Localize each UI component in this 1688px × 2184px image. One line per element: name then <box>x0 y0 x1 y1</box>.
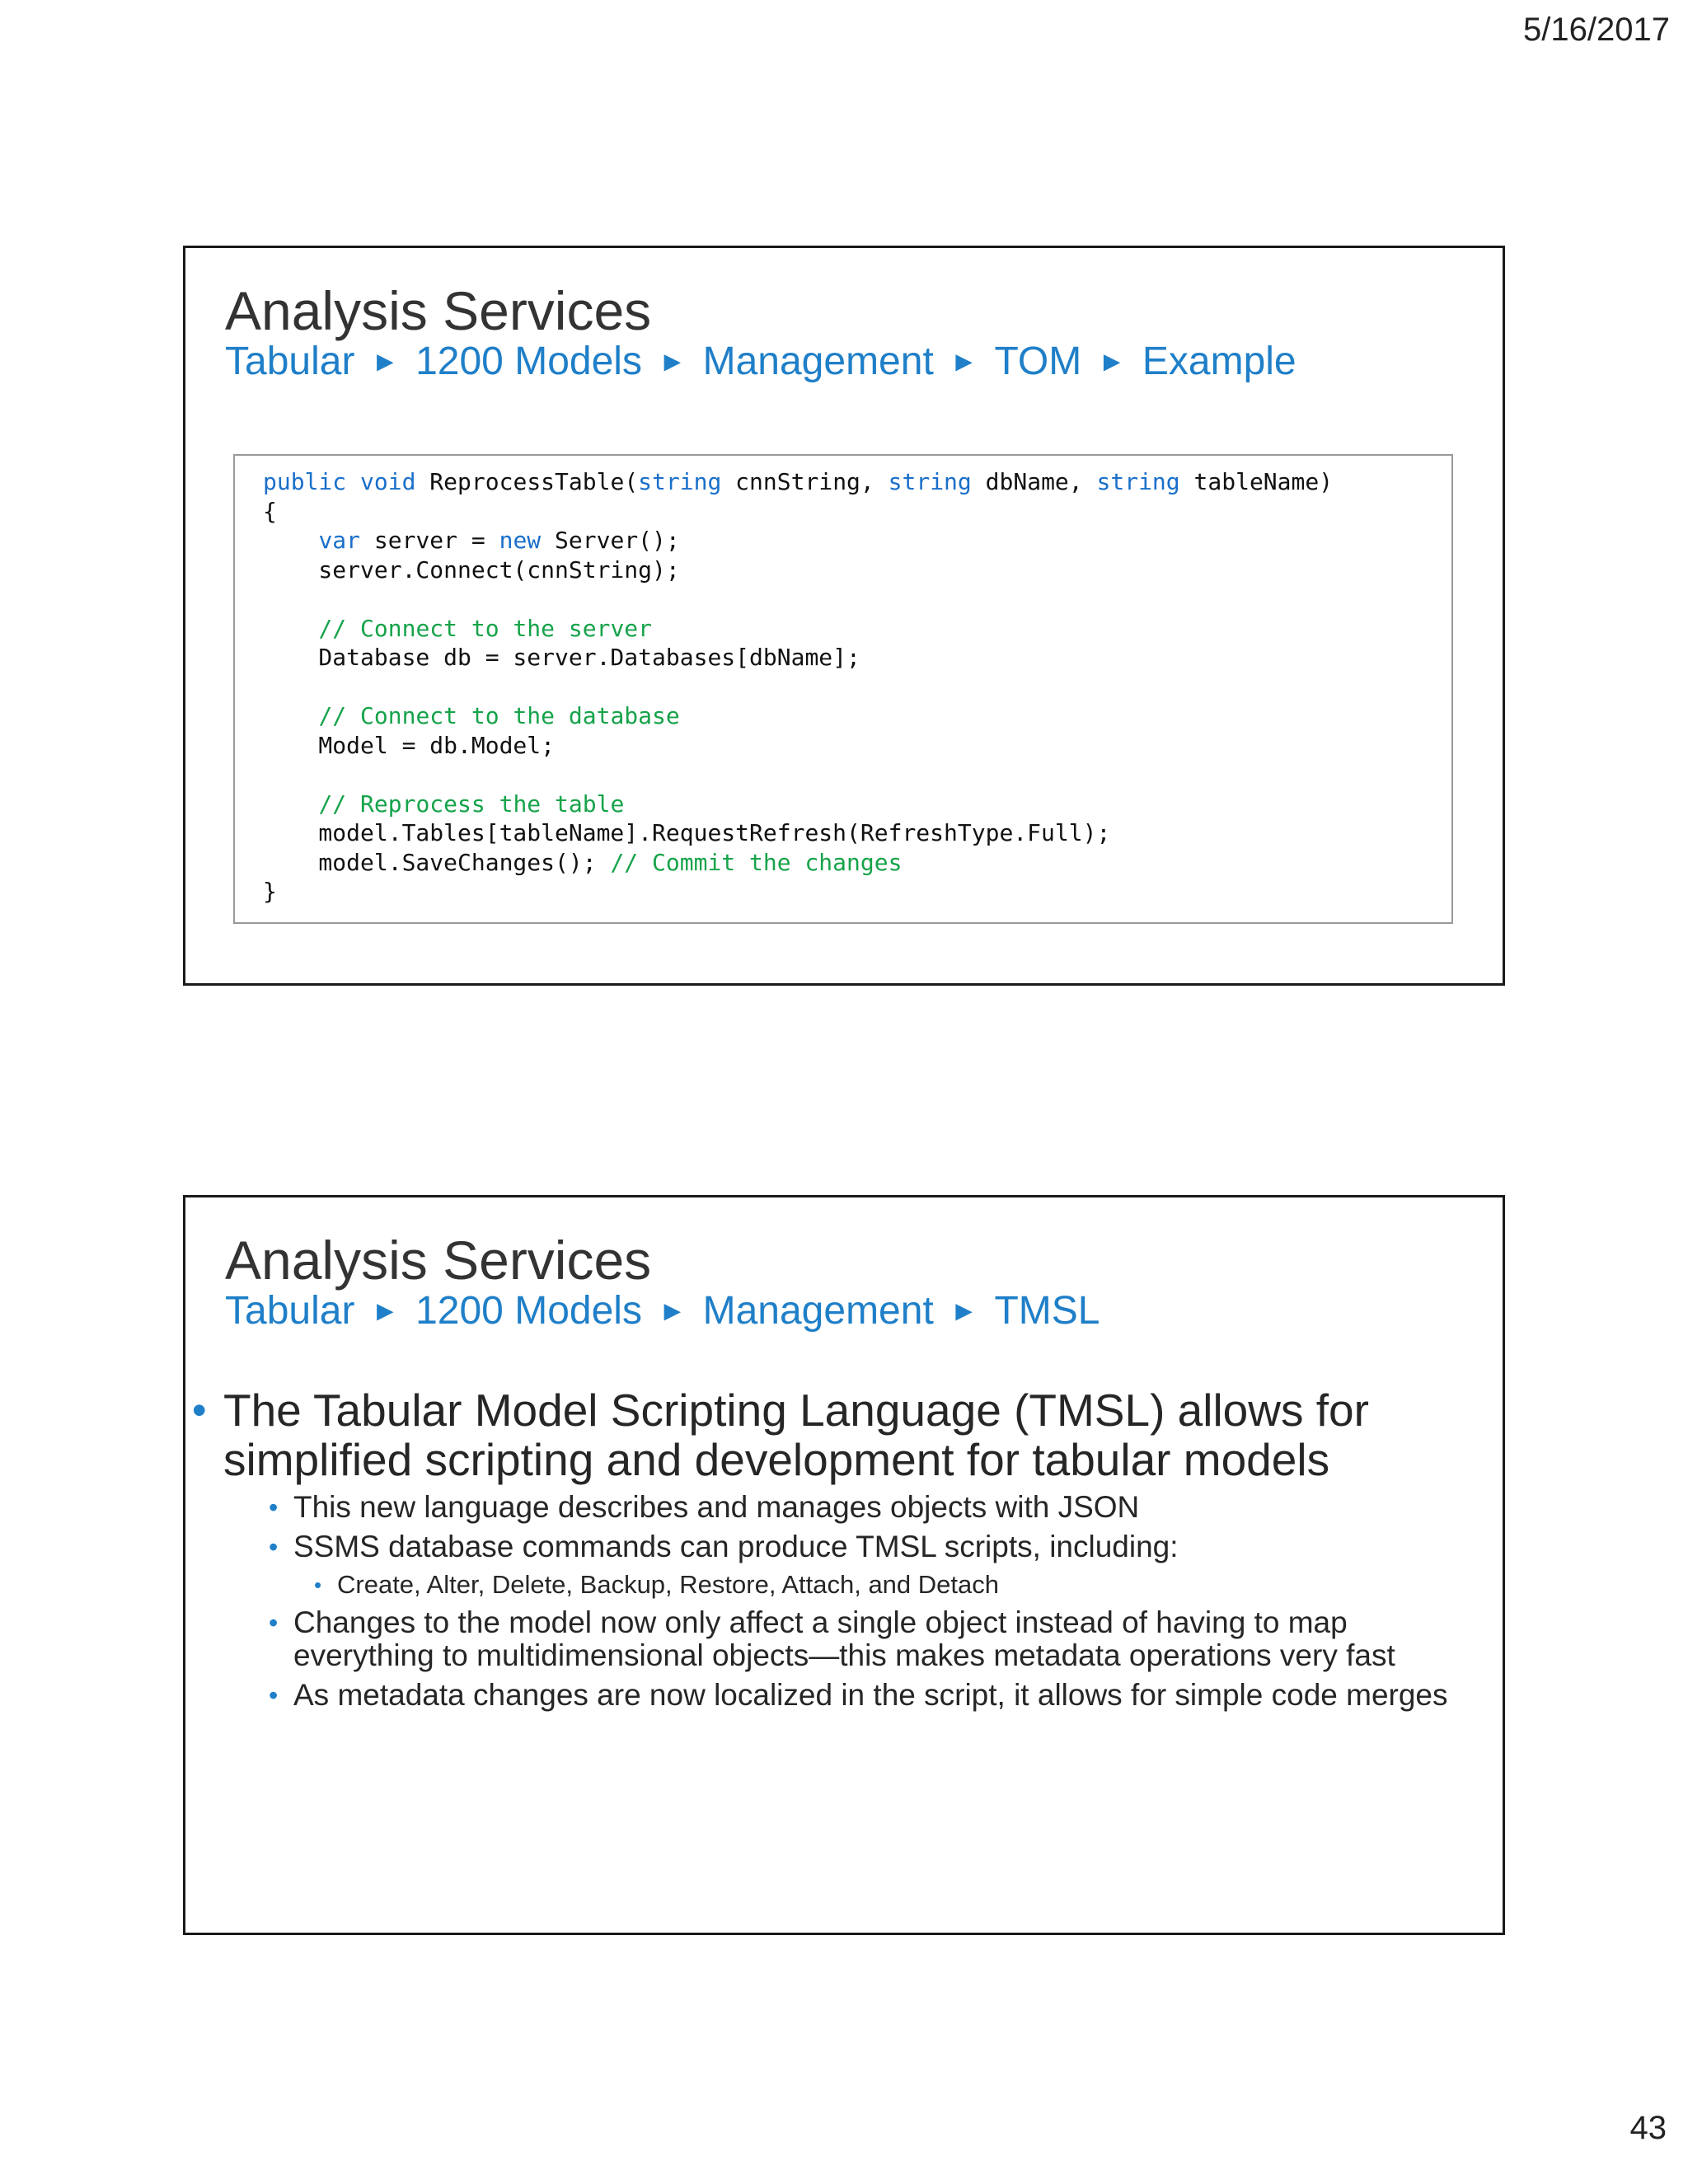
breadcrumb-arrow-icon: ► <box>950 346 978 377</box>
breadcrumb-item: Tabular <box>225 340 355 383</box>
breadcrumb <box>225 339 1296 384</box>
code-line: public void ReprocessTable(string cnnString, string dbName, string tableName) <box>263 468 1334 495</box>
code-line: // Connect to the server <box>318 614 653 642</box>
page-number: 43 <box>1629 2110 1667 2146</box>
breadcrumb-item: Management <box>702 340 934 383</box>
breadcrumb-item: Management <box>702 1289 934 1333</box>
breadcrumb-arrow-icon: ► <box>950 1296 978 1327</box>
breadcrumb-item: TOM <box>994 340 1082 383</box>
breadcrumb-arrow-icon: ► <box>658 1296 687 1327</box>
slide-tom-example <box>183 246 1505 986</box>
code-line: // Reprocess the table <box>318 790 625 818</box>
code-line: var server = new Server(); <box>318 527 680 554</box>
slide-tmsl <box>183 1195 1505 1935</box>
code-line: model.SaveChanges(); // Commit the changes <box>263 848 903 876</box>
breadcrumb-arrow-icon: ► <box>1098 346 1126 377</box>
bullet-level-2: • This new language describes and manages objects with JSON <box>269 1491 1494 1524</box>
breadcrumb-arrow-icon: ► <box>371 346 400 377</box>
code-line: } <box>263 878 277 905</box>
breadcrumb-item: 1200 Models <box>415 340 642 383</box>
code-line <box>263 760 1423 790</box>
code-block <box>233 454 1453 924</box>
bullet-level-1: • The Tabular Model Scripting Language (TMSL) allows for simplified scripting and development for tabular models <box>192 1385 1494 1484</box>
code-line: server.Connect(cnnString); <box>263 555 680 583</box>
bullet-level-2: • SSMS database commands can produce TMSL scripts, including: <box>269 1530 1494 1563</box>
slide-title: Analysis Services <box>225 280 652 341</box>
slide-title: Analysis Services <box>225 1230 652 1291</box>
bullet-level-3: • Create, Alter, Delete, Backup, Restore, Attach, and Detach <box>314 1570 1494 1600</box>
bullet-level-2: • Changes to the model now only affect a single object instead of having to map everything to multidimensional objects—this makes metadata operations very fast <box>269 1606 1494 1672</box>
code-line <box>263 673 1423 702</box>
code-line: { <box>263 497 277 525</box>
code-listing <box>235 456 1451 918</box>
breadcrumb-item: 1200 Models <box>415 1289 642 1333</box>
code-line: Database db = server.Databases[dbName]; <box>263 644 860 671</box>
code-line: // Connect to the database <box>318 702 680 729</box>
code-line: Model = db.Model; <box>263 731 556 759</box>
page-date: 5/16/2017 <box>1523 12 1670 48</box>
code-line: model.Tables[tableName].RequestRefresh(RefreshType.Full); <box>263 819 1111 846</box>
breadcrumb-item: TMSL <box>994 1289 1100 1333</box>
breadcrumb <box>225 1288 1100 1333</box>
breadcrumb-item: Tabular <box>225 1289 355 1333</box>
breadcrumb-arrow-icon: ► <box>658 346 687 377</box>
bullet-list <box>192 1385 1494 1718</box>
code-line <box>263 584 1423 614</box>
breadcrumb-item: Example <box>1142 340 1296 383</box>
breadcrumb-arrow-icon: ► <box>371 1296 400 1327</box>
bullet-level-2: • As metadata changes are now localized in the script, it allows for simple code merges <box>269 1679 1494 1712</box>
